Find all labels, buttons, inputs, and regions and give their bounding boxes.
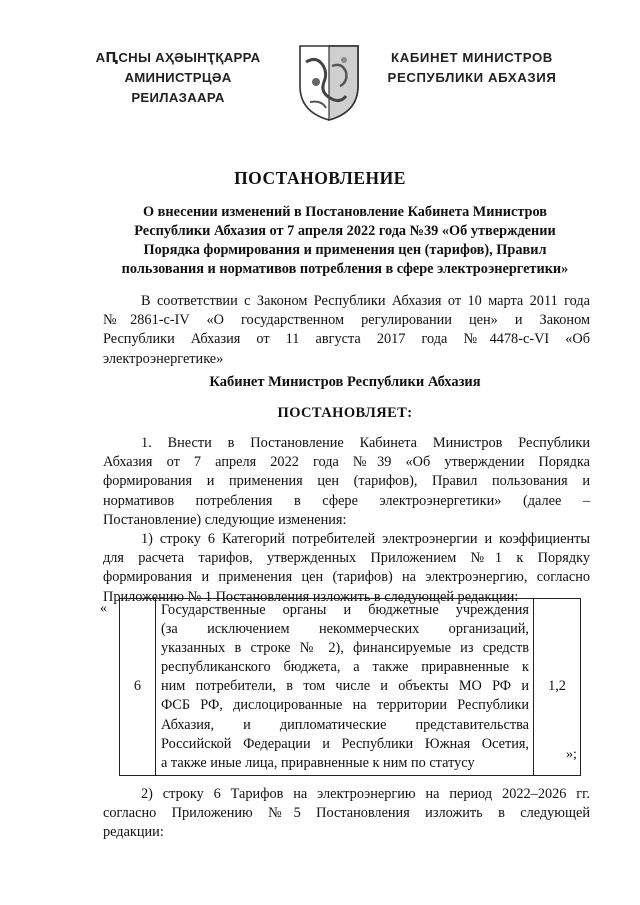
document-subtitle	[100, 203, 590, 279]
coat-of-arms-icon	[296, 42, 362, 122]
category-line: указанных в строке № 2), финансируемые из средств	[161, 640, 529, 657]
category-line: Российской Федерации и Республики Южная Осетия,	[161, 735, 529, 752]
subtitle-line: Республики Абхазия от 7 апреля 2022 года №39 «Об утверждении	[134, 223, 556, 239]
subitem-2-line: 2) строку 6 Тарифов на электроэнергию на период 2022–2026 гг.	[141, 786, 590, 802]
preamble-line: №2861-с-IV «О государственном регулировании цен» и Законом	[103, 312, 590, 329]
letterhead-abkhaz-line-1: АԤСНЫ АҲӘЫНҬҚАРРА	[95, 50, 261, 65]
subitem-2-line: редакции:	[103, 824, 164, 841]
category-line: ним потребители, в том числе и объекты МО РФ и	[161, 678, 529, 695]
item-1-line: Постановление) следующие изменения:	[103, 511, 347, 528]
letterhead-abkhaz-name	[78, 48, 278, 108]
row-number-cell: 6	[120, 599, 156, 776]
item-1-line: нормативов потребления в сфере электроэнергетики» (далее –	[103, 492, 590, 509]
preamble-paragraph	[103, 292, 590, 369]
letterhead-russian-line-1: КАБИНЕТ МИНИСТРОВ	[391, 50, 553, 65]
category-line: Государственные органы и бюджетные учреждения	[161, 602, 529, 618]
resolves-heading: ПОСТАНОВЛЯЕТ:	[277, 405, 413, 421]
subitem-1-line: 1) строку 6 Категорий потребителей электроэнергии и коэффициенты	[141, 531, 590, 547]
table-open-quote: «	[100, 601, 107, 616]
consumer-category-cell	[156, 599, 534, 776]
category-line: а также иные лица, приравненные к ним по статусу	[161, 754, 475, 771]
subtitle-line: О внесении изменений в Постановление Кабинета Министров	[142, 204, 548, 220]
item-1-paragraph	[103, 434, 590, 530]
item-1-line: 1. Внести в Постановление Кабинета Министров Республики	[141, 435, 590, 451]
category-line: (за исключением некоммерческих организаций,	[161, 621, 529, 638]
replacement-table	[119, 598, 581, 776]
preamble-line: Республики Абхазия от 11 августа 2017 года №4478-с-VI «Об	[103, 331, 590, 348]
subitem-1-line: Приложению № 1 Постановления изложить в следующей редакции:	[103, 588, 519, 605]
category-line: республиканского бюджета, а также приравненные к	[161, 659, 529, 676]
letterhead	[0, 42, 640, 122]
subtitle-line: пользования и нормативов потребления в сфере электроэнергетики»	[121, 261, 569, 277]
item-1-line: формирования и применения цен (тарифов), Правил пользования и	[103, 473, 590, 490]
table-row	[120, 599, 581, 776]
coefficient-cell: 1,2	[534, 599, 581, 776]
letterhead-abkhaz-line-2: АМИНИСТРЦӘА РЕИЛАЗААРА	[124, 70, 232, 105]
subitem-2-line: согласно Приложению №5 Постановления изложить в следующей	[103, 805, 590, 822]
item-1-line: Абхазия от 7 апреля 2022 года №39 «Об утверждении Порядка	[103, 454, 590, 471]
subitem-1-line: формирования и применения цен (тарифов) на электроэнергию, согласно	[103, 569, 590, 586]
subtitle-line: Порядка формирования и применения цен (тарифов), Правил	[143, 242, 547, 258]
category-line: ФСБ РФ, дислоцированные на территории Республики	[161, 697, 529, 714]
preamble-line: электроэнергетике»	[103, 350, 224, 367]
subitem-1-paragraph	[103, 530, 590, 607]
issuer-heading: Кабинет Министров Республики Абхазия	[209, 374, 481, 390]
letterhead-russian-line-2: РЕСПУБЛИКИ АБХАЗИЯ	[387, 70, 557, 85]
preamble-line: В соответствии с Законом Республики Абхазия от 10 марта 2011 года	[141, 293, 590, 309]
subitem-1-line: для расчета тарифов, утвержденных Приложением №1 к Порядку	[103, 550, 590, 567]
table-close-quote: »;	[566, 747, 577, 762]
letterhead-russian-name	[372, 48, 572, 88]
document-title: ПОСТАНОВЛЕНИЕ	[234, 168, 406, 188]
category-line: Абхазия, и дипломатические представительства	[161, 716, 529, 733]
subitem-2-paragraph	[103, 785, 590, 843]
